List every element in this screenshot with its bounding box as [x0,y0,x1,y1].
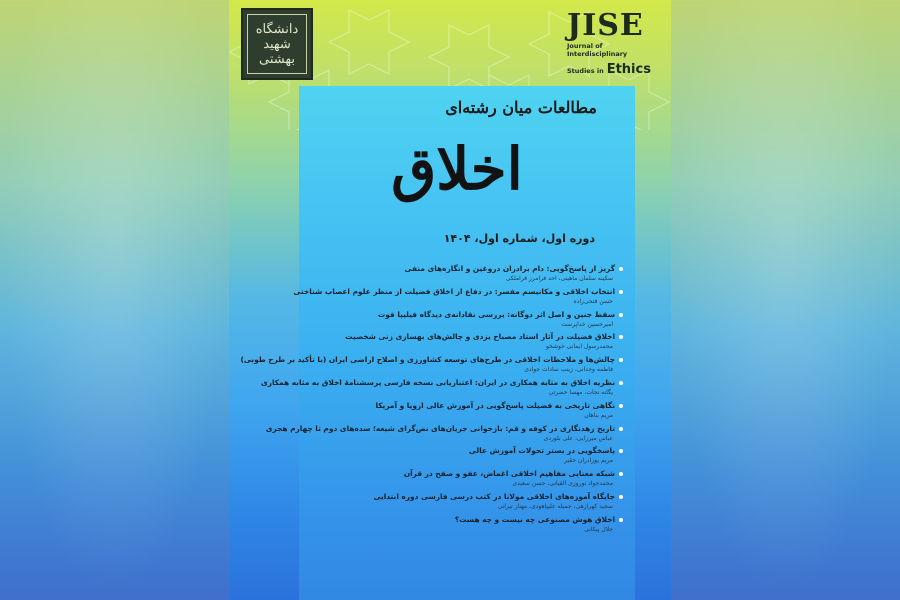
jise-line-1: Journal of Interdisciplinary [567,42,628,58]
article-item [307,469,623,488]
article-title: گریز از پاسخ‌گویی: دام برادران دروغین و انگاره‌های منفی [404,264,615,273]
bullet-icon [619,404,623,408]
blurred-background-left [0,0,229,600]
article-title: نظریه اخلاق به مثابه همکاری در ایران: اعتباریابی نسخه فارسی پرسشنامهٔ اخلاق به مثابه همکاری [260,377,615,387]
article-item [307,264,623,283]
article-item [307,310,623,329]
article-authors: محمدرسول ایمانی خوشخو [545,343,613,351]
cover-content-panel [240,86,635,600]
jise-name: JISE [567,8,644,43]
article-authors: سجید کهرازهی، جمیله علیپاهودی، مهناز تیرانی [497,502,613,510]
bullet-icon [619,518,623,522]
jise-line-3: Ethics [606,62,651,77]
article-title: سقط جنین و اصل اثر دوگانه: بررسی نقادانه‌ی دیدگاه فیلیپا فوت [377,309,615,319]
journal-cover [229,0,671,600]
article-authors: حسن فتحی‌زاده [573,297,613,305]
bullet-icon [619,381,623,385]
article-title: پاسخگویی در بستر تحولات آموزش عالی [468,446,615,456]
bullet-icon [619,358,623,362]
article-list [240,264,623,538]
bullet-icon [619,313,623,317]
article-item [307,446,623,465]
article-title: چالش‌ها و ملاحظات اخلاقی در طرح‌های توسعه کشاورزی و اصلاح اراضی ایران (با تأکید بر طرح طوبی) [240,355,615,365]
bullet-icon [619,335,623,339]
article-title: اخلاق فضیلت در آثار استاد مصباح یزدی و چالش‌های بهسازی زنی شخصیت [345,332,615,342]
bullet-icon [619,267,623,271]
article-item [265,423,623,443]
article-item [260,377,623,397]
article-authors: محمدجواد نوروزی القیانی، حسن سعیدی [512,480,613,488]
journal-subtitle: مطالعات میان رشته‌ای [445,98,597,117]
article-item [307,332,623,351]
seal-line-3: بهشتی [259,51,295,67]
article-authors: جلال پیکانی [584,525,613,533]
bullet-icon [619,449,623,453]
seal-line-1: دانشگاه [255,21,299,37]
bullet-icon [619,472,623,476]
article-title: تاریخ زهدنگاری در کوفه و قم: بازخوانی جریان‌های نص‌گرای شیعه؛ سده‌های دوم تا چهارم هجری [265,423,615,433]
seal-line-2: شهید [263,36,291,52]
jise-line-2: Studies in [567,67,604,75]
university-seal-logo [241,8,313,80]
article-title: انتخاب اخلاقی و مکانیسم مفسر: در دفاع از اخلاق فضیلت از منظر علوم اعصاب شناختی [293,286,615,296]
article-title: جایگاه آموزه‌های اخلاقی مولانا در کتب درسی فارسی دوره ابتدایی [373,491,615,501]
article-authors: فاطمه وجدانی، زینب سادات جوادی [524,366,613,374]
article-title: اخلاق هوش مصنوعی چه نیست و چه هست؟ [454,514,615,524]
article-title: نگاهی تاریخی به فضیلت پاسخ‌گویی در آموزش عالی اروپا و آمریکا [375,400,615,410]
bullet-icon [619,495,623,499]
article-authors: سکینه سلمان ماهینی، احد فرامرز قراملکی [505,275,613,282]
article-title: شبکه معنایی مفاهیم اخلاقی اغماض، عفو و صفح در قرآن [403,469,615,479]
article-item [307,401,623,420]
article-authors: مریم بناهان [584,411,613,419]
bullet-icon [619,290,623,294]
article-item [307,492,623,511]
jise-logo [567,10,657,77]
article-authors: عباس میرزایی، علی بلوردی [543,434,613,442]
issue-info: دوره اول، شماره اول، ۱۴۰۴ [443,232,595,245]
article-authors: یگانه نجات، مهسا حضرتی [548,388,613,396]
article-authors: مریم پورادران حقیر [564,457,613,465]
bullet-icon [619,427,623,431]
article-item [307,515,623,534]
article-item [240,355,623,374]
article-item [293,286,623,306]
blurred-background-right [671,0,900,600]
journal-title: اخلاق [391,135,523,203]
article-authors: امیرحسین خداپرست [561,320,613,328]
